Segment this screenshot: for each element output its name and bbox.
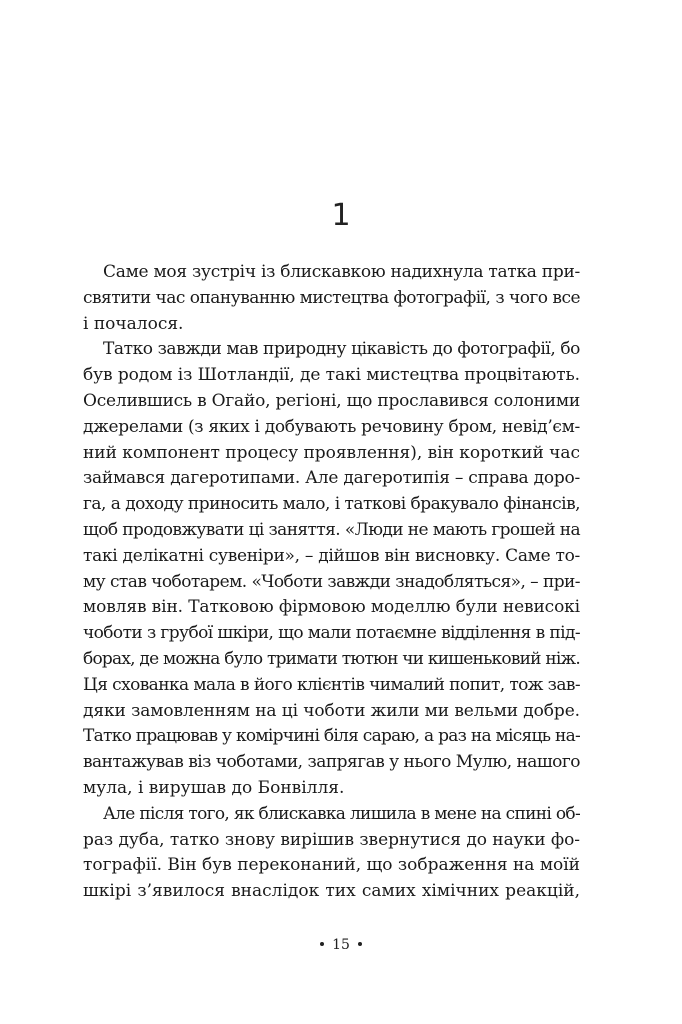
text-line: Татко працював у комірчині біля сараю, а раз на місяць на- [83, 726, 580, 747]
page-number: 15 [332, 937, 350, 953]
text-line: джерелами (з яких і добувають речовину бром, невід’єм- [83, 416, 580, 437]
text-line: Ця схованка мала в його клієнтів чималий попит, тож зав- [83, 674, 580, 695]
chapter-number: 1 [331, 198, 351, 233]
text-line: Але після того, як блискавка лишила в мене на спині об- [103, 803, 580, 824]
text-line: щоб продовжувати ці заняття. «Люди не мають грошей на [83, 519, 580, 540]
text-line: святити час опануванню мистецтва фотографії, з чого все [83, 287, 580, 308]
body-text [83, 260, 580, 905]
text-line: борах, де можна було тримати тютюн чи кишеньковий ніж. [83, 648, 580, 669]
text-line: му став чоботарем. «Чоботи завжди знадобляться», – при- [83, 571, 580, 592]
text-line: і почалося. [83, 313, 184, 334]
text-line: вантажував віз чоботами, запрягав у нього Мулю, нашого [83, 752, 580, 773]
page-footer [0, 935, 682, 955]
text-line: чоботи з грубої шкіри, що мали потаємне відділення в під- [83, 623, 580, 644]
text-line: Оселившись в Огайо, регіоні, що прославився солоними [83, 390, 580, 411]
text-line: Татко завжди мав природну цікавість до фотографії, бо [103, 339, 580, 360]
text-line: дяки замовленням на ці чоботи жили ми вельми добре. [83, 700, 580, 721]
bullet-right-icon [358, 942, 362, 946]
text-line: був родом із Шотландії, де такі мистецтва процвітають. [83, 365, 580, 386]
text-line: мула, і вирушав до Бонвілля. [83, 777, 345, 798]
text-line: ний компонент процесу проявлення), він короткий час [83, 442, 580, 463]
bullet-left-icon [320, 942, 324, 946]
text-line: шкірі з’явилося внаслідок тих самих хімічних реакцій, [83, 881, 580, 902]
text-line: га, а доходу приносить мало, і таткові бракувало фінансів, [83, 494, 580, 515]
text-line: займався дагеротипами. Але дагеротипія – справа доро- [83, 468, 581, 489]
text-line: раз дуба, татко знову вирішив звернутися до науки фо- [83, 829, 580, 850]
text-line: Саме моя зустріч із блискавкою надихнула татка при- [103, 262, 580, 282]
text-line: мовляв він. Татковою фірмовою моделлю були невисокі [83, 597, 580, 618]
text-line: такі делікатні сувеніри», – дійшов він висновку. Саме то- [83, 545, 580, 566]
text-line: тографії. Він був переконаний, що зображення на моїй [83, 855, 580, 876]
